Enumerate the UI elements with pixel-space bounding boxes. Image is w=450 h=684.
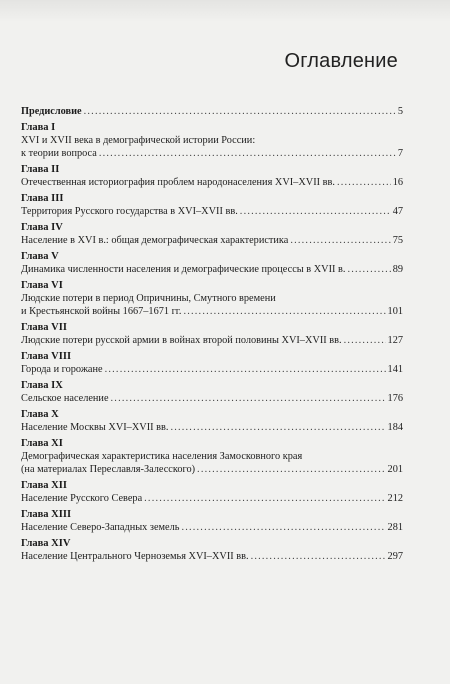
toc-entry-chapter[interactable] [21,122,403,160]
toc-page-number: 16 [392,177,403,188]
toc-entry-chapter[interactable] [21,351,403,376]
toc-entry-chapter[interactable] [21,251,403,276]
chapter-title-line: Людские потери русской армии в войнах второй половины XVI–XVII вв. [21,335,342,346]
toc-entry-preface[interactable] [21,105,403,118]
chapter-label: Глава V [21,251,59,262]
dot-leader [99,147,396,160]
toc-entry-title: Предисловие [21,106,82,117]
chapter-title-line: Людские потери в период Опричнины, Смутного времени [21,293,276,304]
toc-page-number: 5 [397,106,403,117]
chapter-label: Глава VI [21,280,63,291]
chapter-label: Глава VIII [21,351,72,362]
toc-page-number: 184 [387,422,403,433]
dot-leader [347,263,390,276]
dot-leader [170,421,385,434]
toc-page-number: 89 [392,264,403,275]
chapter-title-line: Население Москвы XVI–XVII вв. [21,422,169,433]
toc-entry-chapter[interactable] [21,538,403,563]
chapter-title-line: Население Русского Севера [21,493,143,504]
chapter-label: Глава IX [21,380,63,391]
dot-leader [181,521,385,534]
toc-entry-chapter[interactable] [21,280,403,318]
dot-leader [240,205,391,218]
toc-entry-chapter[interactable] [21,164,403,189]
dot-leader [197,463,386,476]
toc-page-number: 101 [387,306,403,317]
chapter-label: Глава IV [21,222,63,233]
page-top-shadow [0,0,450,22]
chapter-title-line: Территория Русского государства в XVI–XVII вв. [21,206,238,217]
chapter-title-line: Сельское население [21,393,109,404]
toc-page-number: 297 [387,551,403,562]
page-title: Оглавление [284,50,398,72]
chapter-label: Глава II [21,164,60,175]
chapter-title-line: и Крестьянской войны 1667–1671 гг. [21,306,182,317]
toc-page-number: 281 [387,522,403,533]
toc-entry-chapter[interactable] [21,380,403,405]
dot-leader [344,334,386,347]
toc-page-number: 212 [387,493,403,504]
chapter-label: Глава XII [21,480,67,491]
chapter-label: Глава XI [21,438,63,449]
chapter-title-line: к теории вопроса [21,148,97,159]
toc-page-number: 75 [392,235,403,246]
dot-leader [84,105,396,118]
toc-entry-chapter[interactable] [21,409,403,434]
chapter-title-line: XVI и XVII века в демографической истории России: [21,135,256,146]
toc-entry-chapter[interactable] [21,222,403,247]
table-of-contents [21,105,403,567]
chapter-title-line: Население Северо-Западных земель [21,522,180,533]
toc-page-number: 7 [397,148,403,159]
toc-entry-chapter[interactable] [21,480,403,505]
toc-page-number: 201 [387,464,403,475]
dot-leader [183,305,385,318]
chapter-label: Глава I [21,122,56,133]
chapter-label: Глава III [21,193,64,204]
toc-entry-chapter[interactable] [21,509,403,534]
chapter-title-line: Население Центрального Черноземья XVI–XVII вв. [21,551,249,562]
toc-entry-chapter[interactable] [21,322,403,347]
chapter-list [21,122,403,563]
dot-leader [144,492,385,505]
chapter-title-line: Динамика численности населения и демографические процессы в XVII в. [21,264,346,275]
chapter-label: Глава X [21,409,59,420]
toc-page-number: 141 [387,364,403,375]
toc-page-number: 127 [387,335,403,346]
chapter-title-line: (на материалах Переславля-Залесского) [21,464,196,475]
chapter-title-line: Демографическая характеристика населения Замосковного края [21,451,303,462]
dot-leader [290,234,390,247]
toc-entry-chapter[interactable] [21,193,403,218]
chapter-label: Глава VII [21,322,67,333]
chapter-label: Глава XIV [21,538,71,549]
dot-leader [337,176,391,189]
chapter-label: Глава XIII [21,509,72,520]
toc-page-number: 47 [392,206,403,217]
chapter-title-line: Население в XVI в.: общая демографическая характеристика [21,235,289,246]
dot-leader [251,550,386,563]
dot-leader [111,392,386,405]
chapter-title-line: Города и горожане [21,364,103,375]
toc-page-number: 176 [387,393,403,404]
toc-entry-chapter[interactable] [21,438,403,476]
dot-leader [105,363,386,376]
chapter-title-line: Отечественная историография проблем народонаселения XVI–XVII вв. [21,177,335,188]
